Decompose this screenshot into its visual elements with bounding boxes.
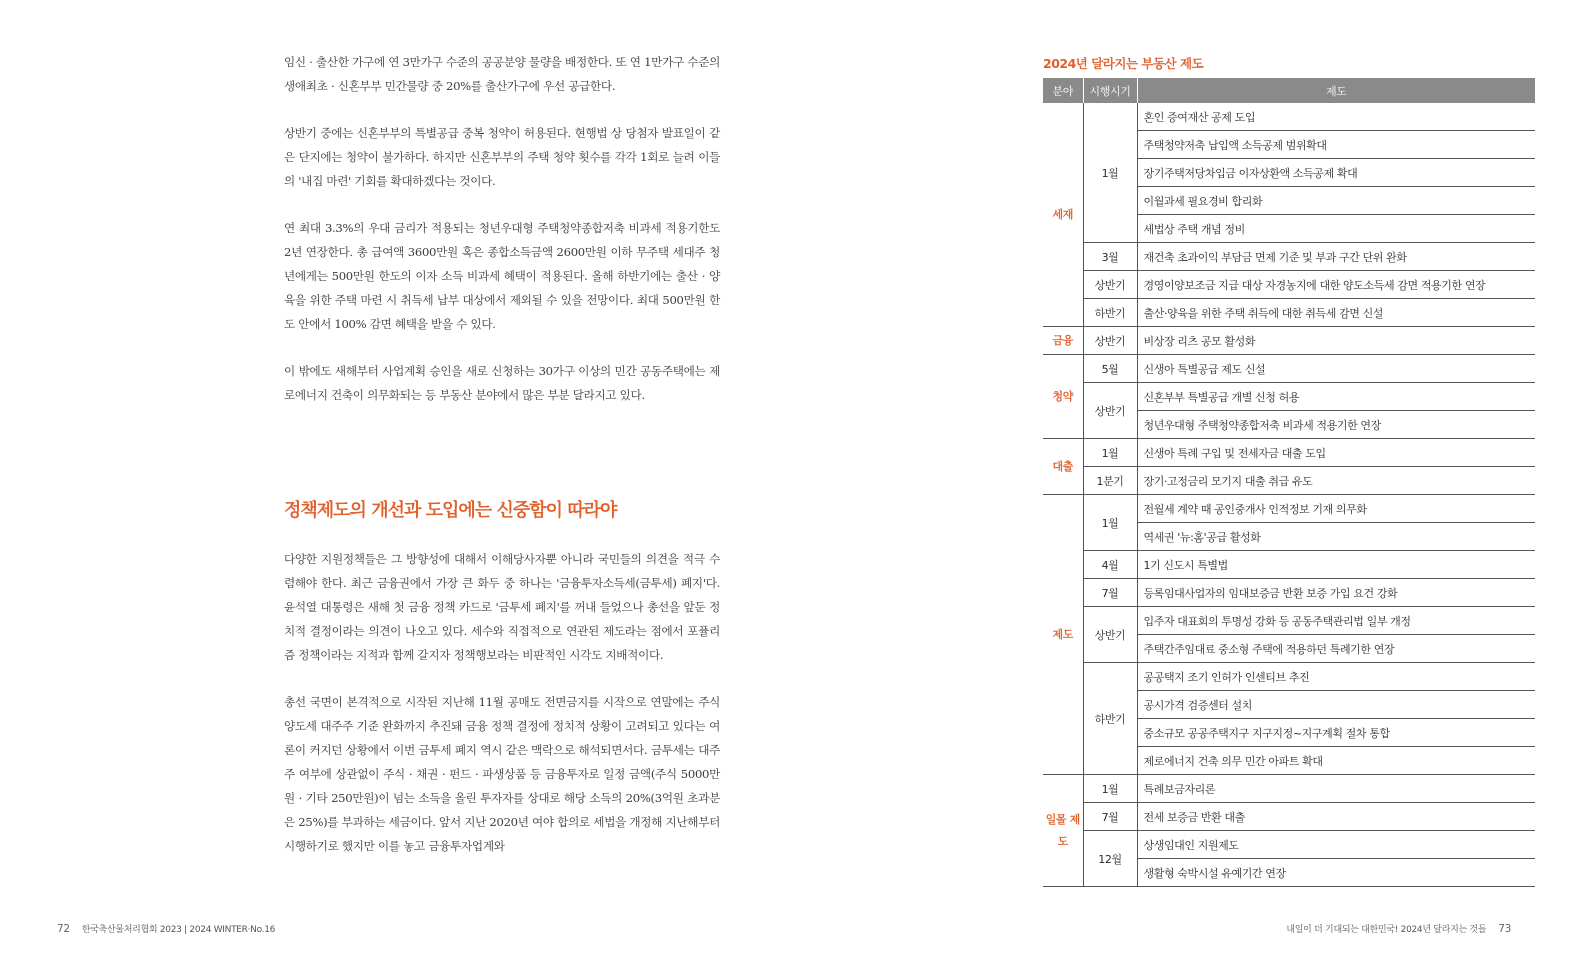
paragraph: 연 최대 3.3%의 우대 금리가 적용되는 청년우대형 주택청약종합저축 비과세 적용기한도 2년 연장한다. 총 급여액 3600만원 혹은 종합소득금액 2600만원 이하 무주택 세대주 청년에게는 500만원 한도의 이자 소득 비과세 혜택이 적용된다. 올해 하반기에는 출산 · 양육을 위한 주택 마련 시 취득세 납부 대상에서 제외될 수 있을 전망이다. 최대 500만원 한도 안에서 100% 감면 혜택을 받을 수 있다. <box>284 221 720 331</box>
policy-cell: 1기 신도시 특별법 <box>1137 551 1535 579</box>
category-cell: 청약 <box>1043 355 1083 439</box>
section-text <box>284 547 720 881</box>
time-cell: 상반기 <box>1083 327 1137 355</box>
time-cell: 상반기 <box>1083 607 1137 663</box>
paragraph: 임신 · 출산한 가구에 연 3만가구 수준의 공공분양 물량을 배정한다. 또 연 1만가구 수준의 생애최초 · 신혼부부 민간물량 중 20%를 출산가구에 우선 공급한다. <box>284 55 720 93</box>
time-cell: 1월 <box>1083 103 1137 243</box>
policy-cell: 신혼부부 특별공급 개별 신청 허용 <box>1137 383 1535 411</box>
time-cell: 상반기 <box>1083 383 1137 439</box>
table-row <box>1043 439 1535 467</box>
policy-cell: 장기·고정금리 모기지 대출 취급 유도 <box>1137 467 1535 495</box>
policy-cell: 출산·양육을 위한 주택 취득에 대한 취득세 감면 신설 <box>1137 299 1535 327</box>
left-page <box>0 0 793 971</box>
table-title: 2024년 달라지는 부동산 제도 <box>1043 56 1204 71</box>
table-row <box>1043 243 1535 271</box>
policy-cell: 중소규모 공공주택지구 지구지정~지구계획 절차 통합 <box>1137 719 1535 747</box>
policy-cell: 역세권 '뉴:홈'공급 활성화 <box>1137 523 1535 551</box>
table-row <box>1043 775 1535 803</box>
policy-cell: 재건축 초과이익 부담금 면제 기준 및 부과 구간 단위 완화 <box>1137 243 1535 271</box>
table-row <box>1043 495 1535 523</box>
left-folio <box>57 922 275 935</box>
intro-text <box>284 50 720 430</box>
header-time: 시행시기 <box>1083 78 1137 103</box>
paragraph: 상반기 중에는 신혼부부의 특별공급 중복 청약이 허용된다. 현행법 상 당첨자 발표일이 같은 단지에는 청약이 불가하다. 하지만 신혼부부의 주택 청약 횟수를 각각 1회로 늘려 이들의 '내집 마련' 기회를 확대하겠다는 것이다. <box>284 126 720 188</box>
policy-cell: 장기주택저당차입금 이자상환액 소득공제 확대 <box>1137 159 1535 187</box>
policy-cell: 생활형 숙박시설 유예기간 연장 <box>1137 859 1535 887</box>
table-row <box>1043 271 1535 299</box>
table-row <box>1043 663 1535 691</box>
time-cell: 상반기 <box>1083 271 1137 299</box>
category-cell: 제도 <box>1043 495 1083 775</box>
section-heading: 정책제도의 개선과 도입에는 신중함이 따라야 <box>284 500 617 521</box>
table-row <box>1043 103 1535 131</box>
table-row <box>1043 355 1535 383</box>
time-cell: 하반기 <box>1083 663 1137 775</box>
publication-name: 한국축산물처리협회 2023 | 2024 WINTER·No.16 <box>81 925 276 935</box>
time-cell: 1월 <box>1083 495 1137 551</box>
category-cell: 일몰 제도 <box>1043 775 1083 887</box>
paragraph: 이 밖에도 새해부터 사업계획 승인을 새로 신청하는 30가구 이상의 민간 공동주택에는 제로에너지 건축이 의무화되는 등 부동산 분야에서 많은 부분 달라지고 있다. <box>284 364 720 402</box>
table-row <box>1043 831 1535 859</box>
time-cell: 7월 <box>1083 579 1137 607</box>
time-cell: 1월 <box>1083 439 1137 467</box>
policy-cell: 혼인 증여재산 공제 도입 <box>1137 103 1535 131</box>
page-number: 72 <box>57 923 70 935</box>
time-cell: 3월 <box>1083 243 1137 271</box>
table-row <box>1043 607 1535 635</box>
policy-cell: 특례보금자리론 <box>1137 775 1535 803</box>
policy-cell: 전세 보증금 반환 대출 <box>1137 803 1535 831</box>
policy-cell: 공시가격 검증센터 설치 <box>1137 691 1535 719</box>
table-row <box>1043 803 1535 831</box>
time-cell: 4월 <box>1083 551 1137 579</box>
table-header-row <box>1043 78 1535 103</box>
policy-cell: 신생아 특별공급 제도 신설 <box>1137 355 1535 383</box>
policy-cell: 이월과세 필요경비 합리화 <box>1137 187 1535 215</box>
time-cell: 1분기 <box>1083 467 1137 495</box>
policy-cell: 비상장 리츠 공모 활성화 <box>1137 327 1535 355</box>
table-row <box>1043 579 1535 607</box>
time-cell: 1월 <box>1083 775 1137 803</box>
policy-cell: 주택청약저축 납입액 소득공제 범위확대 <box>1137 131 1535 159</box>
policy-cell: 주택간주임대료 중소형 주택에 적용하던 특례기한 연장 <box>1137 635 1535 663</box>
category-cell: 금융 <box>1043 327 1083 355</box>
table-row <box>1043 383 1535 411</box>
table-row <box>1043 327 1535 355</box>
time-cell: 7월 <box>1083 803 1137 831</box>
right-folio <box>1286 922 1511 935</box>
policy-cell: 청년우대형 주택청약종합저축 비과세 적용기한 연장 <box>1137 411 1535 439</box>
time-cell: 12월 <box>1083 831 1137 887</box>
table-row <box>1043 467 1535 495</box>
category-cell: 세재 <box>1043 103 1083 327</box>
paragraph: 다양한 지원정책들은 그 방향성에 대해서 이해당사자뿐 아니라 국민들의 의견을 적극 수렴해야 한다. 최근 금융권에서 가장 큰 화두 중 하나는 '금융투자소득세(금투세) 폐지'다. 윤석열 대통령은 새해 첫 금융 정책 카드로 '금투세 폐지'를 꺼내 들었으나 총선을 앞둔 정치적 결정이라는 의견이 나오고 있다. 세수와 직접적으로 연관된 제도라는 점에서 포퓰리즘 정책이라는 지적과 함께 갈지자 정책행보라는 비판적인 시각도 지배적이다. <box>284 552 720 662</box>
policy-cell: 전월세 계약 때 공인중개사 인적정보 기재 의무화 <box>1137 495 1535 523</box>
time-cell: 5월 <box>1083 355 1137 383</box>
table-row <box>1043 299 1535 327</box>
header-category: 분야 <box>1043 78 1083 103</box>
policy-cell: 신생아 특례 구입 및 전세자금 대출 도입 <box>1137 439 1535 467</box>
policy-table <box>1043 78 1535 887</box>
category-cell: 대출 <box>1043 439 1083 495</box>
time-cell: 하반기 <box>1083 299 1137 327</box>
policy-cell: 제로에너지 건축 의무 민간 아파트 확대 <box>1137 747 1535 775</box>
policy-cell: 경영이양보조금 지급 대상 자경농지에 대한 양도소득세 감면 적용기한 연장 <box>1137 271 1535 299</box>
header-policy: 제도 <box>1137 78 1535 103</box>
policy-cell: 세법상 주택 개념 정비 <box>1137 215 1535 243</box>
policy-cell: 상생임대인 지원제도 <box>1137 831 1535 859</box>
policy-cell: 등록임대사업자의 임대보증금 반환 보증 가입 요건 강화 <box>1137 579 1535 607</box>
paragraph: 총선 국면이 본격적으로 시작된 지난해 11월 공매도 전면금지를 시작으로 연말에는 주식양도세 대주주 기준 완화까지 추진돼 금융 정책 결정에 정치적 상황이 고려되고 있다는 여론이 커지던 상황에서 이번 금투세 폐지 역시 같은 맥락으로 해석되면서다. 금투세는 대주주 여부에 상관없이 주식 · 채권 · 펀드 · 파생상품 등 금융투자로 일정 금액(주식 5000만원 · 기타 250만원)이 넘는 소득을 올린 투자자를 상대로 해당 소득의 20%(3억원 초과분은 25%)를 부과하는 세금이다. 앞서 지난 2020년 여야 합의로 세법을 개정해 지난해부터 시행하기로 했지만 이를 놓고 금융투자업계와 <box>284 695 720 853</box>
policy-cell: 공공택지 조기 인허가 인센티브 추진 <box>1137 663 1535 691</box>
page-number: 73 <box>1498 923 1511 935</box>
table-row <box>1043 551 1535 579</box>
issue-title: 내일이 더 기대되는 대한민국! 2024년 달라지는 것들 <box>1286 925 1487 935</box>
policy-cell: 입주자 대표회의 투명성 강화 등 공동주택관리법 일부 개정 <box>1137 607 1535 635</box>
